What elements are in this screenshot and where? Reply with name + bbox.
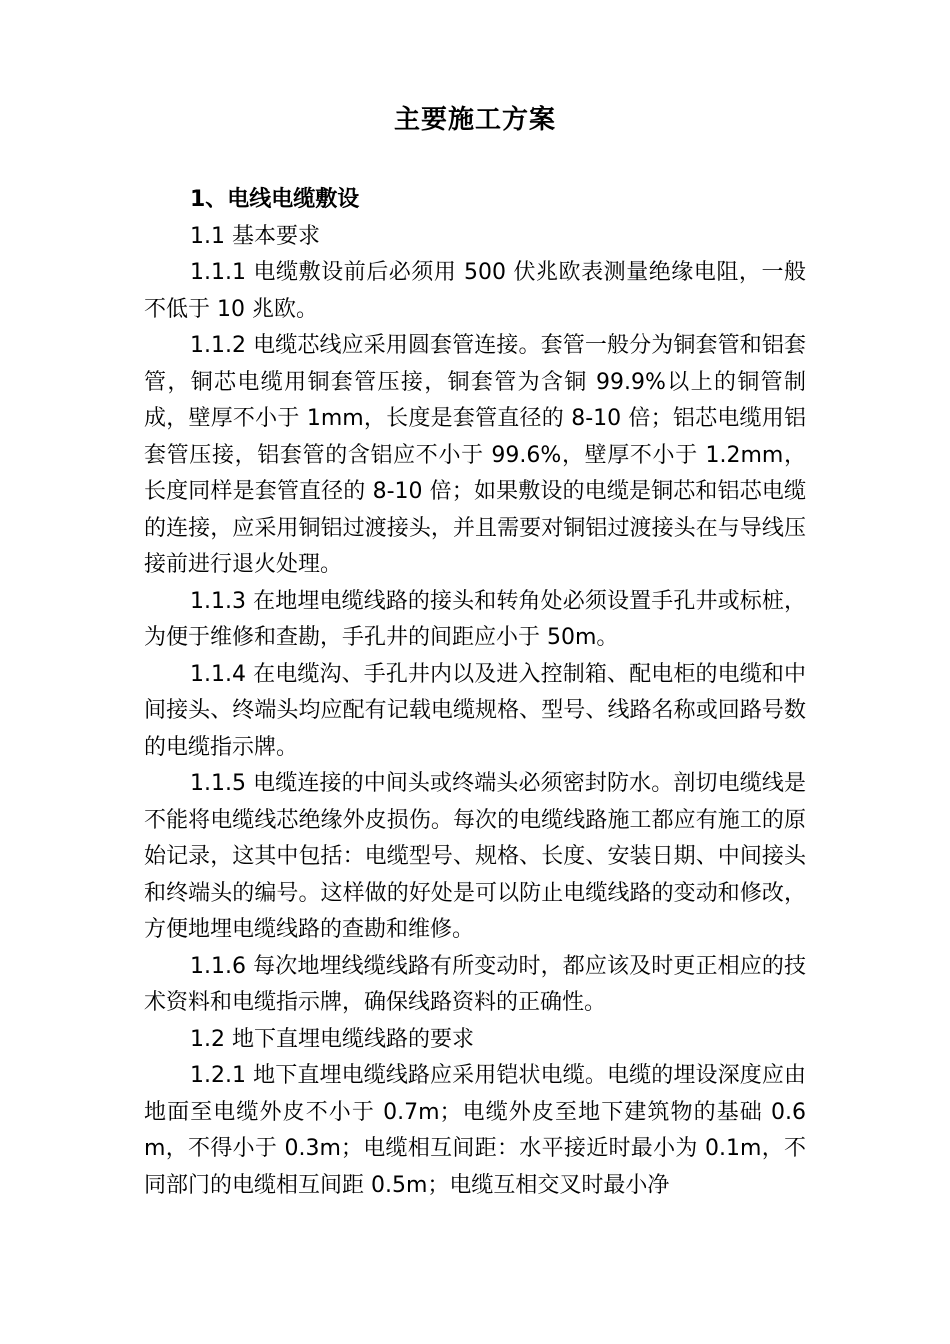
subsection-heading-1-2: 1.2 地下直埋电缆线路的要求 <box>190 1026 474 1052</box>
paragraph-1-1-4: 1.1.4 在电缆沟、手孔井内以及进入控制箱、配电柜的电缆和中间接头、终端头均应配有记载电缆规格、型号、线路名称或回路号数的电缆指示牌。 <box>144 661 806 760</box>
subsection-heading-1-1: 1.1 基本要求 <box>190 223 320 249</box>
paragraph-1-2-1: 1.2.1 地下直埋电缆线路应采用铠状电缆。电缆的埋设深度应由地面至电缆外皮不小于 0.7m；电缆外皮至地下建筑物的基础 0.6m，不得小于 0.3m；电缆相互间距：水平接近时最小为 0.1m，不同部门的电缆相互间距 0.5m；电缆互相交叉时最小净 <box>144 1063 806 1198</box>
paragraph-1-1-1: 1.1.1 电缆敷设前后必须用 500 伏兆欧表测量绝缘电阻，一般不低于 10 兆欧。 <box>144 260 806 322</box>
section-heading-1: 1、电线电缆敷设 <box>190 187 360 212</box>
paragraph-1-1-6: 1.1.6 每次地埋线缆线路有所变动时，都应该及时更正相应的技术资料和电缆指示牌，确保线路资料的正确性。 <box>144 953 806 1015</box>
paragraph-1-1-2: 1.1.2 电缆芯线应采用圆套管连接。套管一般分为铜套管和铝套管，铜芯电缆用铜套管压接，铜套管为含铜 99.9%以上的铜管制成，壁厚不小于 1mm，长度是套管直径的 8-10 倍；铝芯电缆用铝套管压接，铝套管的含铝应不小于 99.6%，壁厚不小于 1.2mm，长度同样是套管直径的 8-10 倍；如果敷设的电缆是铜芯和铝芯电缆的连接，应采用铜铝过渡接头，并且需要对铜铝过渡接头在与导线压接前进行退火处理。 <box>144 333 806 577</box>
paragraph-1-1-3: 1.1.3 在地埋电缆线路的接头和转角处必须设置手孔井或标桩，为便于维修和查勘，手孔井的间距应小于 50m。 <box>144 588 806 650</box>
document-page <box>144 100 806 1204</box>
document-title: 主要施工方案 <box>393 105 556 135</box>
paragraph-1-1-5: 1.1.5 电缆连接的中间头或终端头必须密封防水。剖切电缆线是不能将电缆线芯绝缘外皮损伤。每次的电缆线路施工都应有施工的原始记录，这其中包括：电缆型号、规格、长度、安装日期、中间接头和终端头的编号。这样做的好处是可以防止电缆线路的变动和修改，方便地埋电缆线路的查勘和维修。 <box>144 771 806 942</box>
